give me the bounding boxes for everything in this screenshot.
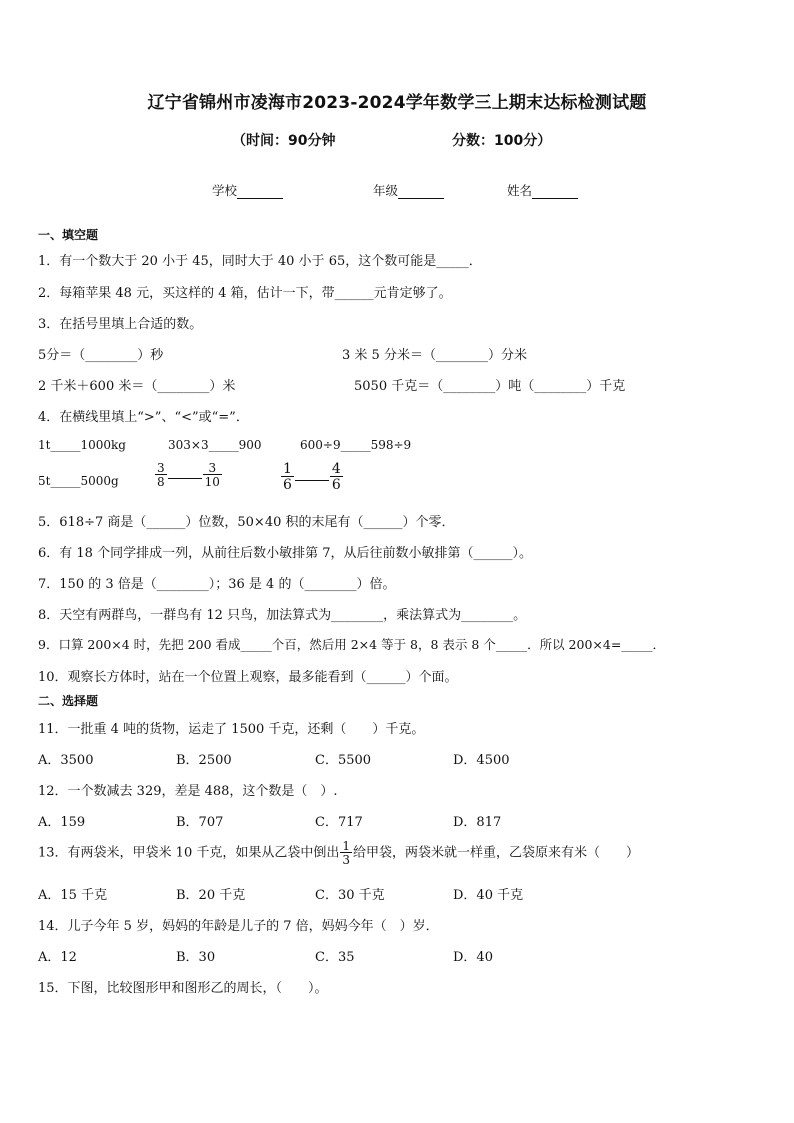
compare-blank-4f[interactable] [295, 468, 329, 481]
question-6: 6．有 18 个同学排成一列，从前往后数小敏排第 7，从后往前数小敏排第（______）。 [38, 546, 532, 561]
question-4d: 5t_____5000g [38, 474, 119, 488]
q11-option-c[interactable]: C．5500 [315, 753, 372, 768]
question-4b: 303×3_____900 [168, 438, 262, 452]
q12-option-b[interactable]: B．707 [176, 815, 224, 830]
question-4f [280, 462, 344, 492]
fraction-1-3: $\frac{1}{3}$ [342, 839, 350, 867]
question-4a: 1t_____1000kg [38, 438, 126, 452]
fraction-1-6: $\frac{1}{6}$ [283, 461, 292, 493]
name-label: 姓名 [507, 183, 533, 198]
q12-option-d[interactable]: D．817 [453, 815, 502, 830]
q12-option-c[interactable]: C．717 [315, 815, 363, 830]
question-3c: 2 千米＋600 米＝（________）米 [38, 379, 236, 394]
exam-time: （时间：90分钟 [232, 133, 336, 149]
grade-label: 年级 [373, 183, 399, 198]
question-13-part-2: 给甲袋，两袋米就一样重，乙袋原来有米（ ） [353, 845, 640, 861]
school-field [212, 181, 283, 199]
name-field [507, 181, 578, 199]
q11-option-a[interactable]: A．3500 [38, 753, 94, 768]
q14-option-d[interactable]: D．40 [453, 950, 493, 965]
question-15: 15．下图，比较图形甲和图形乙的周长，（ ）。 [38, 981, 328, 996]
q13-option-a[interactable]: A．15 千克 [38, 888, 108, 903]
school-blank[interactable] [237, 185, 283, 199]
question-3d: 5050 千克＝（________）吨（________）千克 [354, 379, 626, 394]
question-11: 11．一批重 4 吨的货物，运走了 1500 千克，还剩（ ）千克。 [38, 722, 425, 737]
exam-score: 分数：100分） [452, 133, 552, 149]
question-5: 5．618÷7 商是（______）位数，50×40 积的末尾有（______）个零． [38, 515, 455, 530]
q13-option-d[interactable]: D．40 千克 [453, 888, 524, 903]
question-7: 7．150 的 3 倍是（________）；36 是 4 的（________）倍。 [38, 577, 396, 592]
question-4c: 600÷9_____598÷9 [300, 438, 412, 452]
question-10: 10．观察长方体时，站在一个位置上观察，最多能看到（______）个面。 [38, 670, 458, 685]
q11-option-b[interactable]: B．2500 [176, 753, 232, 768]
section-choice-heading: 二、选择题 [38, 694, 99, 708]
q12-option-a[interactable]: A．159 [38, 815, 86, 830]
grade-field [373, 181, 444, 199]
q11-option-d[interactable]: D．4500 [453, 753, 510, 768]
fraction-4-6: $\frac{4}{6}$ [331, 461, 341, 493]
question-3: 3．在括号里填上合适的数。 [38, 317, 203, 332]
grade-blank[interactable] [398, 185, 444, 199]
name-blank[interactable] [532, 185, 578, 199]
question-13-part-1: 13．有两袋米，甲袋米 10 千克，如果从乙袋中倒出 [38, 845, 340, 861]
compare-blank-4e[interactable] [168, 466, 202, 479]
page-title: 辽宁省锦州市凌海市2023-2024学年数学三上期末达标检测试题 [147, 93, 647, 113]
question-4: 4．在横线里填上“>”、“<”或“=”． [38, 410, 249, 425]
fraction-3-10: $\frac{3}{10}$ [204, 461, 220, 489]
question-3b: 3 米 5 分米＝（________）分米 [342, 348, 527, 363]
q13-option-c[interactable]: C．30 千克 [315, 888, 385, 903]
school-label: 学校 [212, 183, 238, 198]
question-1: 1．有一个数大于 20 小于 45，同时大于 40 小于 65，这个数可能是_____． [38, 254, 482, 269]
section-fill-heading: 一、填空题 [38, 228, 99, 242]
question-14: 14．儿子今年 5 岁，妈妈的年龄是儿子的 7 倍，妈妈今年（ ）岁． [38, 919, 439, 934]
question-2: 2．每箱苹果 48 元，买这样的 4 箱，估计一下，带______元肯定够了。 [38, 286, 452, 301]
question-8: 8．天空有两群鸟，一群鸟有 12 只鸟，加法算式为________，乘法算式为________。 [38, 608, 527, 623]
q14-option-a[interactable]: A．12 [38, 950, 77, 965]
question-9: 9．口算 200×4 时，先把 200 看成_____个百，然后用 2×4 等于 8，8 表示 8 个_____．所以 200×4=_____． [38, 637, 666, 652]
q14-option-b[interactable]: B．30 [176, 950, 216, 965]
q14-option-c[interactable]: C．35 [315, 950, 355, 965]
question-3a: 5分＝（________）秒 [38, 348, 164, 363]
fraction-3-8: $\frac{3}{8}$ [157, 461, 165, 489]
q13-option-b[interactable]: B．20 千克 [176, 888, 246, 903]
question-13 [38, 840, 639, 866]
question-4e [154, 462, 223, 488]
question-12: 12．一个数减去 329，差是 488，这个数是（ ）. [38, 784, 338, 799]
